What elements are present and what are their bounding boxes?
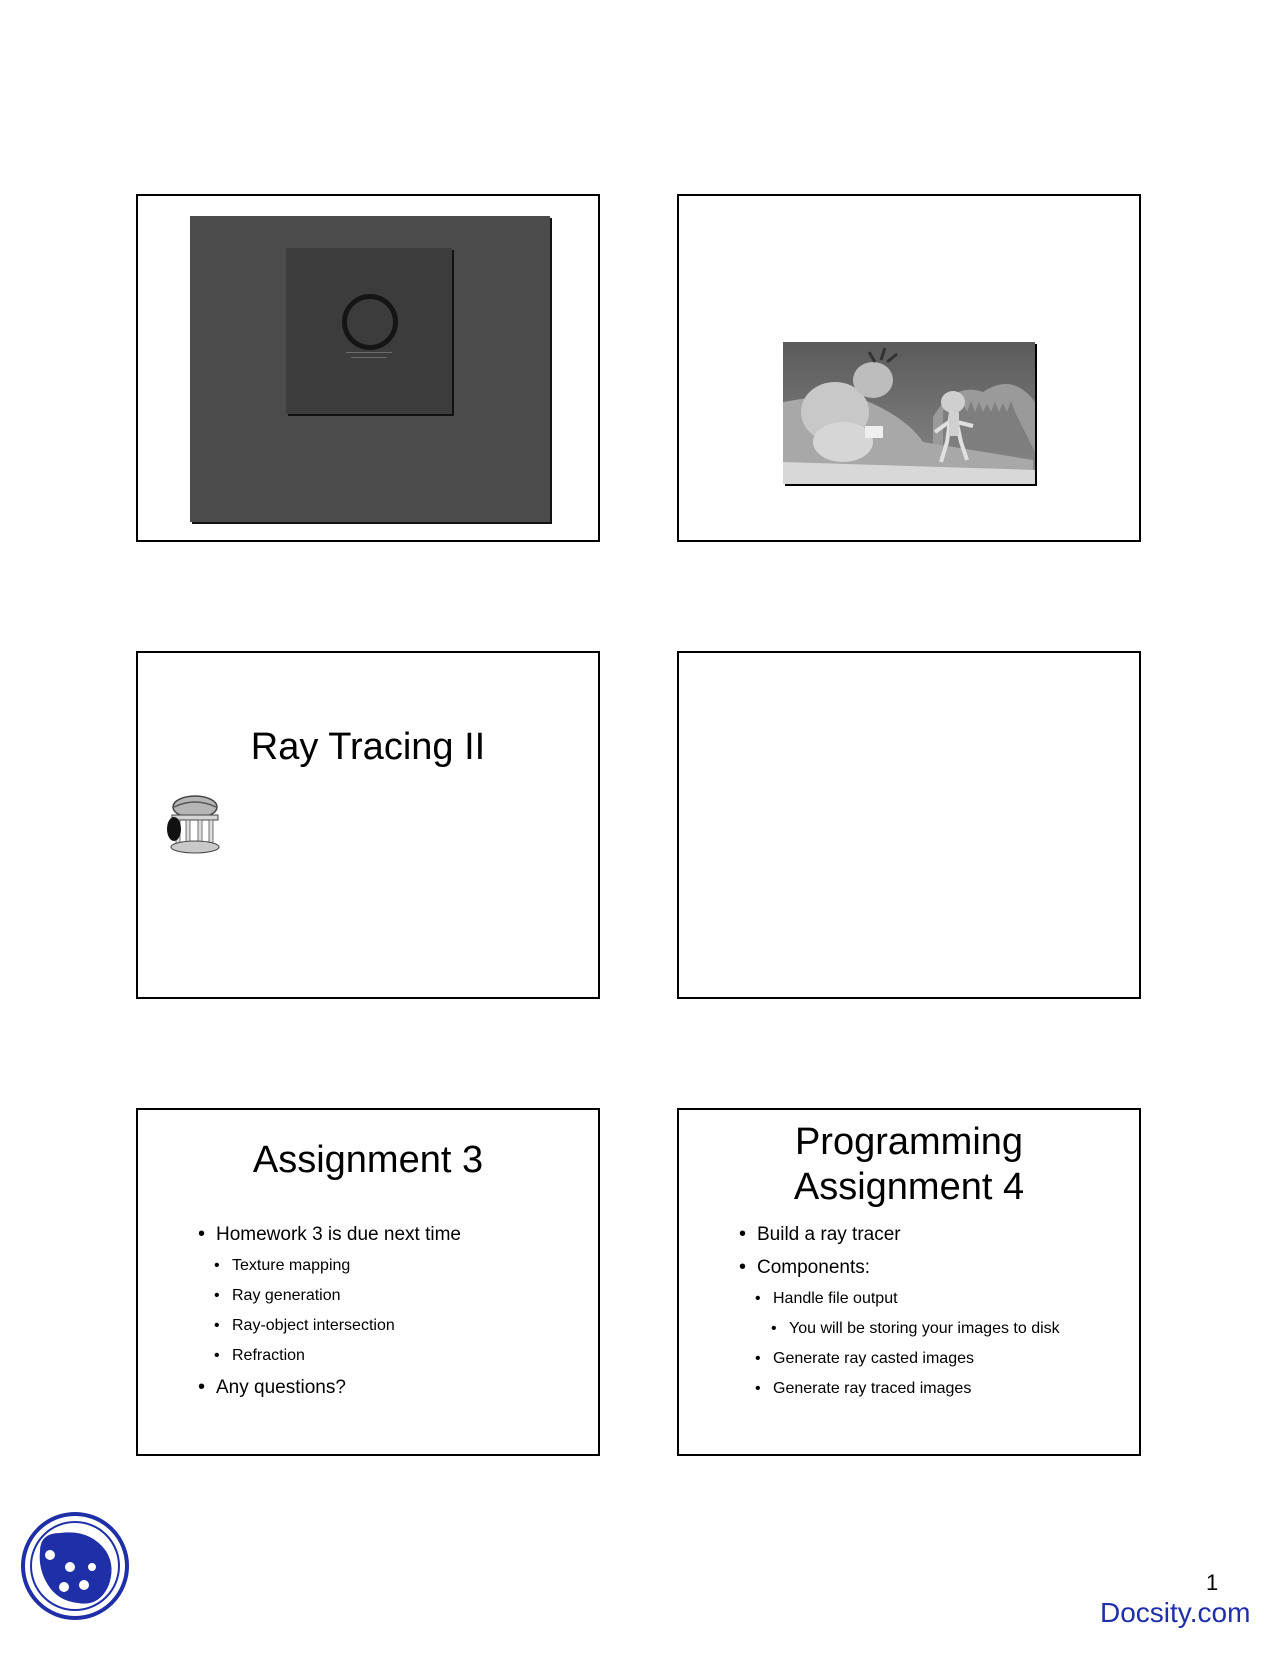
list-item: • Ray generation (216, 1281, 461, 1311)
bullet-list (216, 1218, 461, 1404)
slide-title-line-1: Programming (794, 1121, 1024, 1163)
page-number: 1 (1206, 1570, 1219, 1595)
slide-4-blank (677, 651, 1141, 999)
list-item: • Texture mapping (216, 1251, 461, 1281)
slide-5 (136, 1108, 600, 1456)
list-item: • Ray-object intersection (216, 1311, 461, 1341)
list-item: • Homework 3 is due next time (216, 1218, 461, 1251)
list-item: • Components: (757, 1251, 1060, 1284)
logo-caption-lines (346, 352, 392, 353)
ring-logo-icon (342, 294, 398, 350)
slide-1-background (190, 216, 550, 522)
bullet-list (757, 1218, 1060, 1404)
list-item: • Generate ray traced images (757, 1374, 1060, 1404)
list-item: • You will be storing your images to disk (757, 1314, 1060, 1344)
list-item: • Any questions? (216, 1371, 461, 1404)
list-item: • Generate ray casted images (757, 1344, 1060, 1374)
slide-2 (677, 194, 1141, 542)
list-item: • Handle file output (757, 1284, 1060, 1314)
animated-film-still-image (783, 342, 1035, 484)
docsity-logo-icon (20, 1511, 130, 1621)
docsity-brand-link[interactable]: Docsity.com (1100, 1597, 1251, 1628)
slide-title-line-2: Assignment 4 (793, 1166, 1025, 1208)
slide-title: Assignment 3 (252, 1139, 484, 1181)
slide-1-logo-panel (286, 248, 452, 414)
slide-3 (136, 651, 600, 999)
slide-6 (677, 1108, 1141, 1456)
list-item: • Refraction (216, 1341, 461, 1371)
slide-1 (136, 194, 600, 542)
gazebo-icon (166, 793, 224, 857)
slide-title: Ray Tracing II (250, 726, 486, 768)
list-item: • Build a ray tracer (757, 1218, 1060, 1251)
